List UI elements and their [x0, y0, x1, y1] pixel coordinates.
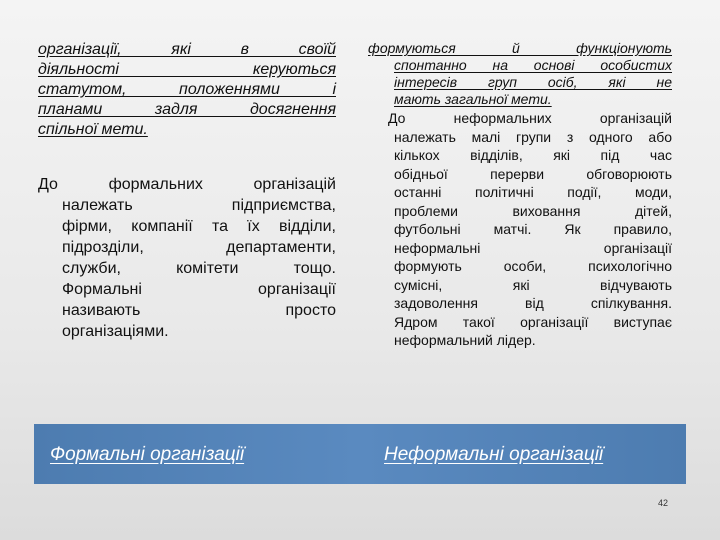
formal-organizations-label[interactable]: Формальні організації: [50, 444, 245, 465]
text-line: спільної мети.: [38, 121, 148, 138]
text-line: Формальні організації: [62, 281, 336, 298]
page-number: 42: [658, 498, 669, 508]
formal-definition: [38, 40, 336, 140]
text-line: формуються й функціонують: [368, 40, 672, 56]
text-line: інтересів груп осіб, які не: [394, 74, 672, 90]
text-line: До формальних організацій: [38, 176, 336, 193]
text-line: спонтанно на основі особистих: [394, 57, 672, 73]
informal-examples: [368, 109, 672, 350]
text-line: служби, комітети тощо.: [62, 260, 336, 277]
right-column: [368, 40, 672, 350]
text-line: належать малі групи з одного або: [394, 128, 672, 145]
text-line: кількох відділів, які під час: [394, 147, 672, 163]
text-line: організаціями.: [62, 323, 169, 340]
text-line: останні політичні події, моди,: [394, 184, 672, 200]
formal-examples: [38, 174, 336, 342]
text-line: неформальні організації: [394, 239, 672, 256]
text-line: Ядром такої організації виступає: [394, 313, 672, 330]
text-line: планами задля досягнення: [38, 101, 336, 118]
text-line: неформальний лідер.: [394, 332, 536, 348]
text-line: статутом, положеннями і: [38, 81, 336, 98]
text-line: обідньої перерви обговорюють: [394, 165, 672, 182]
text-line: проблеми виховання дітей,: [394, 202, 672, 219]
text-line: організації, які в своїй: [38, 41, 336, 58]
text-line: До неформальних організацій: [388, 110, 672, 126]
informal-definition: [368, 40, 672, 108]
text-line: мають загальної мети.: [394, 91, 552, 107]
text-line: фірми, компанії та їх відділи,: [62, 218, 336, 235]
text-line: діяльності керуються: [38, 61, 336, 78]
text-line: формують особи, психологічно: [394, 258, 672, 274]
text-line: задоволення від спілкування.: [394, 295, 672, 311]
text-line: підрозділи, департаменти,: [62, 239, 336, 256]
text-line: сумісні, які відчувають: [394, 276, 672, 293]
text-line: футбольні матчі. Як правило,: [394, 221, 672, 237]
text-line: належать підприємства,: [62, 197, 336, 214]
left-column: [38, 40, 336, 342]
informal-organizations-label[interactable]: Неформальні організації: [384, 444, 604, 465]
text-line: називають просто: [62, 302, 336, 319]
